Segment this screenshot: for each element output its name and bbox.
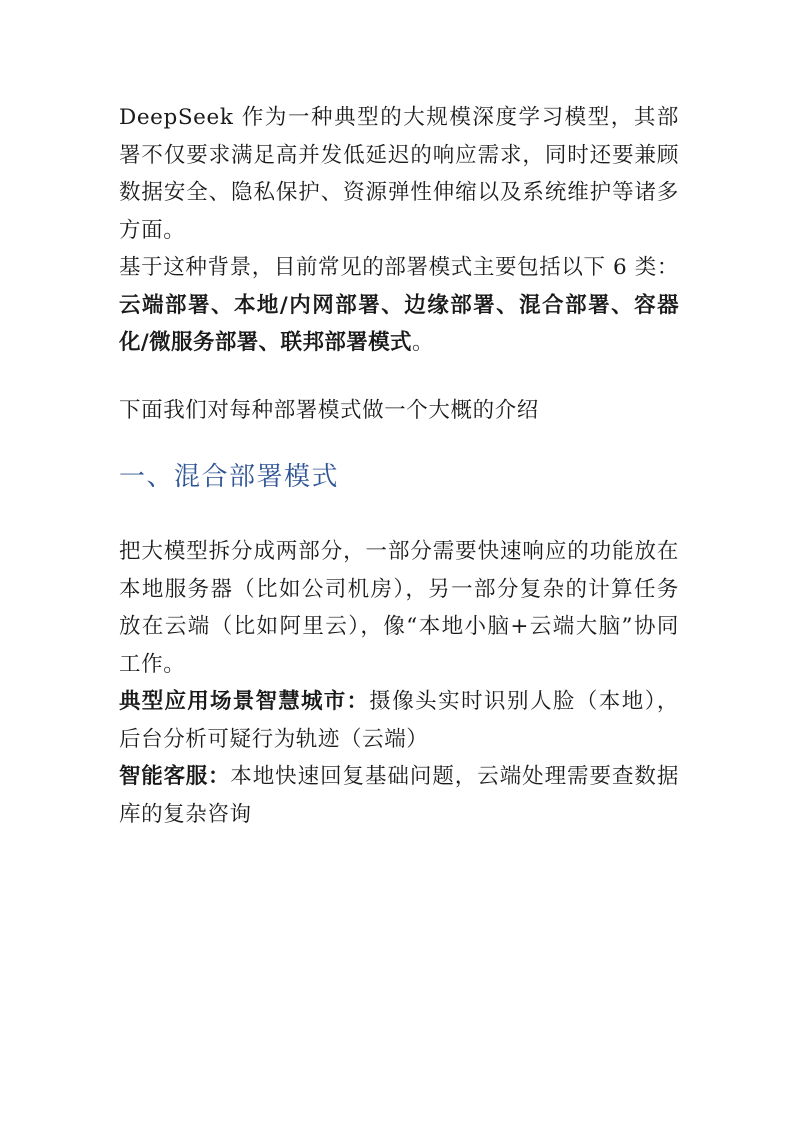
example-smart-city <box>119 683 679 758</box>
deployment-types-paragraph <box>119 249 679 362</box>
example-smart-service-label: 智能客服： <box>119 764 231 789</box>
deployment-types-prefix: 基于这种背景，目前常见的部署模式主要包括以下 6 类： <box>119 255 679 280</box>
example-smart-city-label: 典型应用场景智慧城市： <box>119 689 370 714</box>
deployment-types-list: 云端部署、本地/内网部署、边缘部署、混合部署、容器化/微服务部署、联邦部署模式 <box>119 292 679 355</box>
spacer <box>119 429 679 457</box>
hybrid-description <box>119 533 679 683</box>
section-heading-hybrid: 一、混合部署模式 <box>119 462 340 492</box>
overview-sentence <box>119 392 679 430</box>
document-body <box>119 99 679 833</box>
example-smart-city-text: 摄像头实时识别人脸（本地），后台分析可疑行为轨迹（云端） <box>119 689 680 752</box>
deployment-types-suffix: 。 <box>411 330 435 355</box>
hybrid-description-text: 把大模型拆分成两部分，一部分需要快速响应的功能放在本地服务器（比如公司机房），另一部分复杂的计算任务放在云端（比如阿里云），像“本地小脑+云端大脑”协同工作。 <box>119 539 679 677</box>
spacer <box>119 497 679 533</box>
intro-paragraph <box>119 99 679 249</box>
example-smart-service <box>119 758 679 833</box>
spacer <box>119 362 679 392</box>
example-smart-service-text: 本地快速回复基础问题，云端处理需要查数据库的复杂咨询 <box>119 764 679 827</box>
intro-text: DeepSeek 作为一种典型的大规模深度学习模型，其部署不仅要求满足高并发低延迟的响应需求，同时还要兼顾数据安全、隐私保护、资源弹性伸缩以及系统维护等诸多方面。 <box>119 105 679 243</box>
overview-text: 下面我们对每种部署模式做一个大概的介绍 <box>119 397 539 423</box>
